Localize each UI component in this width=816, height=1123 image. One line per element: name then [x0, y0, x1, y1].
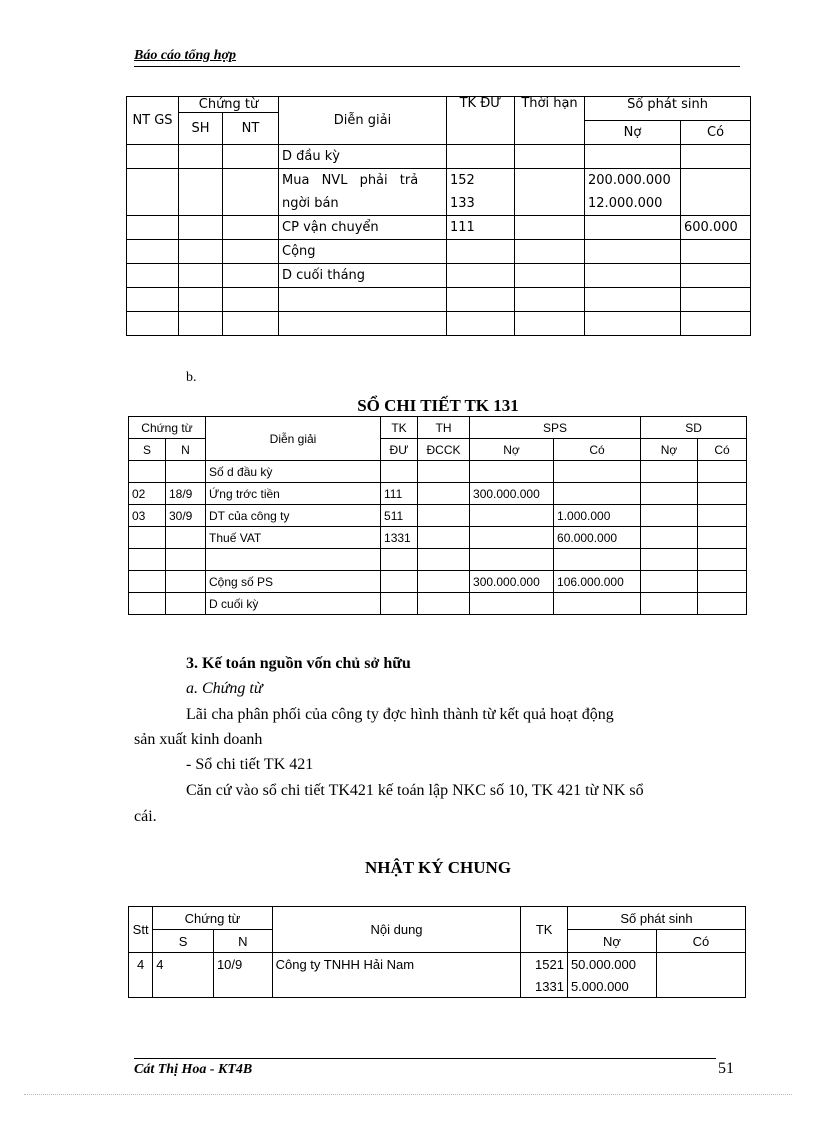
row-tk: 111	[447, 216, 515, 240]
row-sps-no: 300.000.000	[470, 483, 554, 505]
row-co	[656, 953, 745, 998]
row-sps-co: 60.000.000	[554, 527, 641, 549]
col-header-co: Có	[656, 930, 745, 953]
col-header-dien-giai: Diễn giải	[279, 97, 447, 145]
col-header-sd: SD	[641, 417, 747, 439]
table-row	[129, 953, 746, 976]
section-title-so-chi-tiet: SỔ CHI TIẾT TK 131	[357, 396, 519, 415]
paragraph-2-line-2: cái.	[134, 808, 157, 825]
section-3-heading: 3. Kế toán nguồn vốn chủ sở hữu	[186, 655, 411, 672]
table-row	[129, 483, 747, 505]
col-header-dien-giai: Diễn giải	[206, 417, 381, 461]
row-dien-giai: Mua NVL phải trả	[279, 169, 447, 193]
row-tk: 133	[447, 192, 515, 216]
row-dien-giai: Cộng	[279, 240, 447, 264]
row-tk	[381, 461, 418, 483]
row-sps-no	[470, 461, 554, 483]
col-header-th: TH	[418, 417, 470, 439]
row-sps-co: 1.000.000	[554, 505, 641, 527]
row-dien-giai: DT của công ty	[206, 505, 381, 527]
col-header-sd-no: Nợ	[641, 439, 698, 461]
row-tk: 1331	[381, 527, 418, 549]
row-tk: 1521	[521, 953, 568, 976]
row-stt: 4	[129, 953, 153, 998]
page-bottom-dotted-rule	[24, 1094, 792, 1095]
col-header-s: S	[153, 930, 214, 953]
row-n	[166, 571, 206, 593]
table-row	[129, 593, 747, 615]
table-row	[127, 240, 751, 264]
row-sps-no: 300.000.000	[470, 571, 554, 593]
row-dien-giai: CP vận chuyển	[279, 216, 447, 240]
nkc-title: NHẬT KÝ CHUNG	[364, 858, 512, 877]
row-dien-giai: D cuối kỳ	[206, 593, 381, 615]
col-header-so-phat-sinh: Số phát sinh	[567, 907, 745, 930]
row-n	[166, 593, 206, 615]
col-header-chung-tu: Chứng từ	[129, 417, 206, 439]
row-n: 18/9	[166, 483, 206, 505]
col-header-sh: SH	[179, 113, 223, 145]
row-no: 50.000.000	[567, 953, 656, 976]
footer-rule	[134, 1058, 716, 1059]
section-label-b: b.	[186, 370, 197, 385]
row-sps-co	[554, 483, 641, 505]
col-header-co: Có	[681, 121, 751, 145]
col-header-tk: TK	[381, 417, 418, 439]
table-row	[127, 264, 751, 288]
row-tk: 111	[381, 483, 418, 505]
row-sps-no	[470, 593, 554, 615]
table-row	[127, 312, 751, 336]
row-dien-giai: Thuế VAT	[206, 527, 381, 549]
row-sps-co: 106.000.000	[554, 571, 641, 593]
row-dien-giai: Số d đầu kỳ	[206, 461, 381, 483]
row-tk	[381, 571, 418, 593]
col-header-tk: TK	[521, 907, 568, 953]
row-sps-co	[554, 461, 641, 483]
col-header-n: N	[166, 439, 206, 461]
table-row	[129, 461, 747, 483]
table-row	[129, 549, 747, 571]
page-number: 51	[718, 1060, 734, 1077]
bullet-so-chi-tiet: - Sổ chi tiết TK 421	[186, 756, 314, 773]
col-header-tk-du: TK ĐƯ	[447, 97, 515, 145]
col-header-sps: SPS	[470, 417, 641, 439]
col-header-s: S	[129, 439, 166, 461]
row-tk	[381, 593, 418, 615]
table-row	[127, 216, 751, 240]
row-s	[129, 527, 166, 549]
row-co: 600.000	[681, 216, 751, 240]
row-dien-giai: Ứng trớc tiền	[206, 483, 381, 505]
col-header-nt: NT	[223, 113, 279, 145]
journal-table	[128, 906, 746, 998]
col-header-chung-tu: Chứng từ	[179, 97, 279, 113]
row-dien-giai: D cuối tháng	[279, 264, 447, 288]
col-header-so-phat-sinh: Số phát sinh	[585, 97, 751, 121]
row-sps-no	[470, 527, 554, 549]
row-sps-no	[470, 505, 554, 527]
col-header-sd-co: Có	[698, 439, 747, 461]
col-header-n: N	[213, 930, 272, 953]
row-sps-co	[554, 593, 641, 615]
row-n: 30/9	[166, 505, 206, 527]
row-s	[129, 593, 166, 615]
table-row	[129, 505, 747, 527]
ledger-table	[126, 96, 751, 336]
row-s	[129, 571, 166, 593]
col-header-chung-tu: Chứng từ	[153, 907, 272, 930]
col-header-noi-dung: Nội dung	[272, 907, 521, 953]
row-no: 12.000.000	[585, 192, 681, 216]
table-row	[129, 527, 747, 549]
col-header-du: ĐƯ	[381, 439, 418, 461]
row-s: 02	[129, 483, 166, 505]
row-no: 5.000.000	[567, 975, 656, 998]
row-dien-giai: D đầu kỳ	[279, 145, 447, 169]
row-no: 200.000.000	[585, 169, 681, 193]
row-tk: 511	[381, 505, 418, 527]
col-header-sps-co: Có	[554, 439, 641, 461]
paragraph-1-line-2: sản xuất kinh doanh	[134, 731, 263, 748]
table-row	[127, 192, 751, 216]
col-header-dcck: ĐCCK	[418, 439, 470, 461]
header-rule	[134, 66, 740, 67]
running-header-title: Báo cáo tổng hợp	[134, 48, 237, 63]
table-row	[129, 571, 747, 593]
col-header-no: Nợ	[585, 121, 681, 145]
col-header-sps-no: Nợ	[470, 439, 554, 461]
footer-author: Cát Thị Hoa - KT4B	[134, 1062, 253, 1077]
paragraph-2-line-1: Căn cứ vào sổ chi tiết TK421 kế toán lập NKC số 10, TK 421 từ NK sổ	[186, 782, 644, 799]
row-n	[166, 527, 206, 549]
row-dien-giai: ngời bán	[279, 192, 447, 216]
row-tk: 152	[447, 169, 515, 193]
col-header-ntgs: NT GS	[127, 97, 179, 145]
row-tk: 1331	[521, 975, 568, 998]
col-header-no: Nợ	[567, 930, 656, 953]
row-n	[166, 461, 206, 483]
detail-ledger-table	[128, 416, 747, 615]
col-header-stt: Stt	[129, 907, 153, 953]
col-header-thoi-han: Thời hạn	[515, 97, 585, 145]
row-noi-dung: Công ty TNHH Hải Nam	[272, 953, 521, 998]
row-s: 03	[129, 505, 166, 527]
section-3-subheading: a. Chứng từ	[186, 680, 263, 697]
row-s	[129, 461, 166, 483]
row-s: 4	[153, 953, 214, 998]
table-row	[127, 169, 751, 193]
table-row	[127, 288, 751, 312]
paragraph-1-line-1: Lãi cha phân phối của công ty đợc hình thành từ kết quả hoạt động	[186, 706, 614, 723]
row-n: 10/9	[213, 953, 272, 998]
table-row	[127, 145, 751, 169]
row-dien-giai: Cộng số PS	[206, 571, 381, 593]
